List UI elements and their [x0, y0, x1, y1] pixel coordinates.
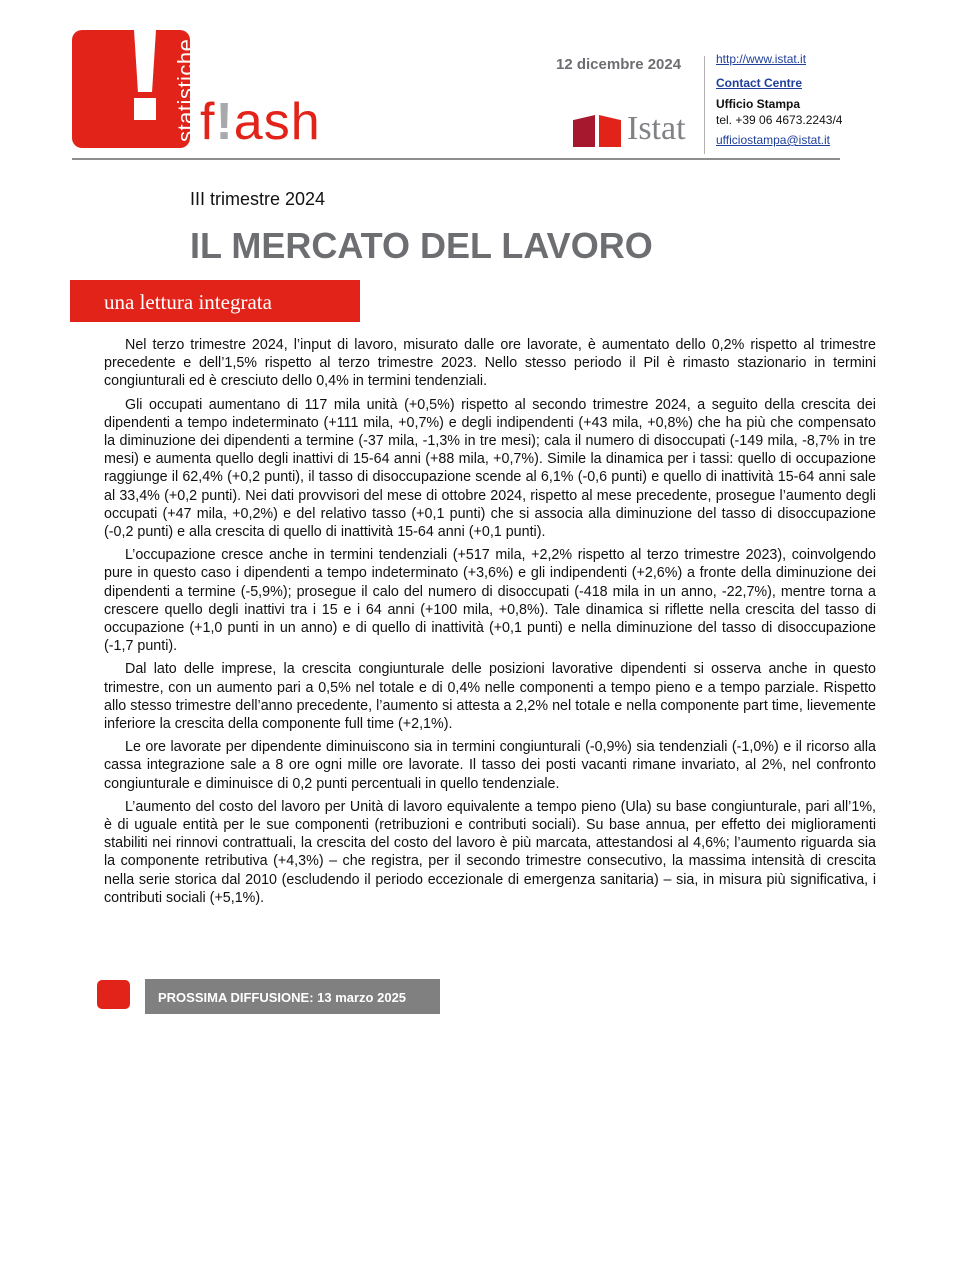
- header-divider: [72, 158, 840, 160]
- period-label: III trimestre 2024: [190, 189, 326, 209]
- flash-suffix: ash: [233, 93, 321, 151]
- body-text: [104, 336, 876, 912]
- logo-vertical-text: statistiche: [173, 38, 198, 142]
- flash-wordmark: [200, 92, 321, 152]
- subtitle: una lettura integrata: [104, 290, 272, 314]
- istat-flag-icon-left: [573, 115, 595, 147]
- press-office-label: Ufficio Stampa: [716, 97, 801, 111]
- press-phone: tel. +39 06 4673.2243/4: [716, 113, 843, 127]
- paragraph-imprese: Dal lato delle imprese, la crescita congiunturale delle posizioni lavorative dipendenti si osserva anche in questo trimestre, con un aumento pari a 0,5% nel totale e di 0,4% nelle componenti a tempo pieno e a tempo parziale. Rispetto allo stesso trimestre dell’anno precedente, l’aumento si attesta a 2,2% nel totale e nella componente part time, lievemente inferiore la crescita della componente full time (+2,1%).: [104, 661, 876, 733]
- istat-wordmark: Istat: [627, 110, 686, 147]
- flash-bang: !: [215, 93, 234, 151]
- footer-red-square-icon: [97, 980, 130, 1009]
- contact-divider: [704, 56, 705, 154]
- paragraph-occupati-congiunturale: Gli occupati aumentano di 117 mila unità (+0,5%) rispetto al secondo trimestre 2024, a seguito della crescita dei dipendenti a tempo indeterminato (+111 mila, +0,7%) e degli indipendenti (+43 mila, +0,8%) che ha più che compensato la diminuzione dei dipendenti a termine (-37 mila, -1,3% in tre mesi); cala il numero di disoccupati (-149 mila, -8,7% in tre mesi) e aumenta quello degli inattivi di 15-64 anni (+88 mila, +0,7%). Simile la dinamica per i tassi: quello di occupazione raggiunge il 62,4% (+0,2 punti), il tasso di disoccupazione scende al 6,1% (-0,6 punti) e quello di inattività 15-64 anni sale al 33,4% (+0,2 punti). Nei dati provvisori del mese di ottobre 2024, rispetto al mese precedente, prosegue l’aumento degli occupati (+47 mila, +0,2%) e del relativo tasso (+0,1 punti) che si associa alla diminuzione del tasso di disoccupazione (-0,2 punti) e alla crescita di quello di inattività 15-64 anni (+0,1 punti).: [104, 396, 876, 541]
- next-release-text: PROSSIMA DIFFUSIONE: 13 marzo 2025: [158, 990, 407, 1005]
- paragraph-occupazione-tendenziale: L’occupazione cresce anche in termini tendenziali (+517 mila, +2,2% rispetto al terzo trimestre 2023), coinvolgendo pure in questo caso i dipendenti a tempo indeterminato (+3,6%) e gli indipendenti (+2,6%) a fronte della diminuzione dei dipendenti a termine (-5,9%); prosegue il calo del numero di disoccupati (-418 mila in un anno, -22,7%), mentre torna a crescere quello degli inattivi tra i 15 e i 64 anni (+100 mila, +0,8%). Tale dinamica si riflette nella crescita del tasso di occupazione (+1,0 punti in un anno) e di quello di inattività (+0,1 punti) e nella diminuzione del tasso di disoccupazione (-1,7 punti).: [104, 547, 876, 655]
- logo-exclamation-dot-icon: [134, 98, 156, 120]
- website-link[interactable]: http://www.istat.it: [716, 52, 807, 66]
- flash-prefix: f: [200, 93, 216, 151]
- press-email-link[interactable]: ufficiostampa@istat.it: [716, 133, 831, 147]
- istat-flag-icon-right: [599, 115, 621, 147]
- paragraph-ore-lavorate: Le ore lavorate per dipendente diminuiscono sia in termini congiunturali (-0,9%) sia tendenziali (-1,0%) e il ricorso alla cassa integrazione sale a 8 ore ogni mille ore lavorate. Il tasso dei posti vacanti rimane invariato, al 2%, nel confronto congiunturale e diminuisce di 0,2 punti percentuali in quello tendenziale.: [104, 739, 876, 792]
- paragraph-costo-lavoro: L’aumento del costo del lavoro per Unità di lavoro equivalente a tempo pieno (Ula) su base congiunturale, pari all’1%, è di uguale entità per le sue componenti (retribuzioni e contributi sociali). Su base annua, per effetto dei miglioramenti stabiliti nei rinnovi contrattuali, la crescita del costo del lavoro è più marcata, attestandosi al 4,6%; l’aumento riguarda sia la componente retributiva (+4,3%) – che registra, per il secondo trimestre consecutivo, la massima intensità di crescita nella serie storica dal 2010 (escludendo il periodo eccezionale di emergenza sanitaria) – sia, in misura più significativa, i contributi sociali (+5,1%).: [104, 798, 876, 906]
- istat-logo: [573, 110, 693, 149]
- release-date: 12 dicembre 2024: [556, 56, 682, 73]
- contact-centre-link[interactable]: Contact Centre: [716, 76, 803, 90]
- page-title: IL MERCATO DEL LAVORO: [190, 225, 653, 266]
- paragraph-input-lavoro: Nel terzo trimestre 2024, l’input di lavoro, misurato dalle ore lavorate, è aumentato dello 0,2% rispetto al trimestre precedente e dell’1,5% rispetto al terzo trimestre 2023. Nello stesso periodo il Pil è rimasto stazionario in termini congiunturali ed è cresciuto dello 0,4% in termini tendenziali.: [104, 337, 876, 390]
